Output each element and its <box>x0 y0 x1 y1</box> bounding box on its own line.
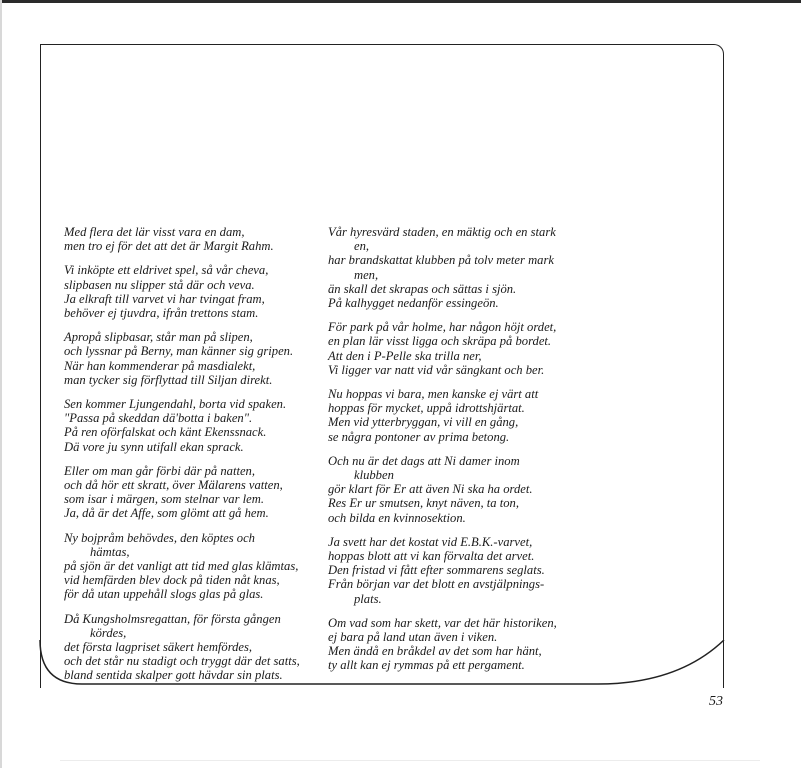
top-edge-rule <box>0 0 801 3</box>
poem-line: Vår hyresvärd staden, en mäktig och en stark <box>328 225 556 239</box>
poem-line: och det står nu stadigt och tryggt där det satts, <box>64 654 300 669</box>
poem-line: På ren oförfalskat och känt Ekenssnack. <box>64 425 267 440</box>
poem-line: det första lagpriset säkert hemfördes, <box>64 640 253 655</box>
poem-line: en plan lär visst ligga och skräpa på bordet. <box>328 334 552 349</box>
poem-line: Och nu är det dags att Ni damer inom <box>328 453 520 468</box>
page-left-edge <box>0 0 2 768</box>
poem-line: Från början var det blott en avstjälpnings- <box>328 577 545 592</box>
poem-line: Nu hoppas vi bara, men kanske ej värt att <box>328 387 539 402</box>
poem-line: Med flera det lär visst vara en dam, <box>64 225 245 239</box>
poem-line: bland sentida skalper gott hävdar sin plats. <box>64 668 283 683</box>
poem-line: Men ändå en bråkdel av det som har hänt, <box>328 644 542 659</box>
poem-line: Då Kungsholmsregattan, för första gången <box>64 611 281 626</box>
poem-line: På kalhygget nedanför essingeön. <box>328 296 499 311</box>
poem-line: Apropå slipbasar, står man på slipen, <box>64 330 253 345</box>
poem-line: Vi ligger var natt vid vår sängkant och ber. <box>328 362 545 377</box>
poem-line: När han kommenderar på masdialekt, <box>64 358 256 373</box>
stanza <box>328 454 590 525</box>
poem-line: Att den i P-Pelle ska trilla ner, <box>328 348 482 363</box>
poem-line: och då hör ett skratt, över Mälarens vatten, <box>64 478 283 493</box>
poem-line: Ja, då är det Affe, som glömt att gå hem. <box>64 506 269 521</box>
poem-line: Om vad som har skett, var det här historiken, <box>328 615 557 630</box>
poem-line: vid hemfärden blev dock på tiden nåt knas, <box>64 573 280 588</box>
page-number: 53 <box>709 694 723 709</box>
poem-line: "Passa på skeddan dä'botta i baken". <box>64 411 253 426</box>
poem-line: se några pontoner av prima betong. <box>328 429 510 444</box>
stanza <box>328 320 590 377</box>
poem-line: hoppas för mycket, uppå idrottshjärtat. <box>328 401 525 416</box>
poem-line: ty allt kan ej rymmas på ett pergament. <box>328 658 525 673</box>
stanza <box>328 535 590 606</box>
poem-line: Men vid ytterbryggan, vi vill en gång, <box>328 415 519 430</box>
stanza <box>64 263 319 320</box>
poem-line: Ja svett har det kostat vid E.B.K.-varvet, <box>328 534 533 549</box>
poem-line: en, <box>354 239 370 254</box>
poem-line: har brandskattat klubben på tolv meter mark <box>328 253 554 268</box>
poem-line: Dä vore ju synn utifall ekan sprack. <box>64 439 244 454</box>
poem-line: för då utan uppehåll slogs glas på glas. <box>64 587 264 602</box>
poem-line: på sjön är det vanligt att tid med glas klämtas, <box>64 559 299 574</box>
stanza <box>64 397 319 454</box>
stanza <box>64 225 319 253</box>
poem-line: ej bara på land utan även i viken. <box>328 630 498 645</box>
stanza <box>64 612 319 683</box>
stanza <box>64 330 319 387</box>
poem-line: klubben <box>354 468 394 483</box>
poem-line: kördes, <box>90 625 127 640</box>
poem-column-left <box>64 225 319 693</box>
poem-line: behöver ej tjuvdra, ifrån trettons stam. <box>64 306 259 321</box>
poem-line: man tycker sig förflyttad till Siljan direkt. <box>64 372 273 387</box>
poem-line: Ny bojpråm behövdes, den köptes och <box>64 530 255 545</box>
poem-line: och lyssnar på Berny, man känner sig gripen. <box>64 344 294 359</box>
poem-line: som isar i märgen, som stelnar var lem. <box>64 492 264 507</box>
stanza <box>328 225 590 310</box>
poem-line: Den fristad vi fått efter sommarens seglats. <box>328 563 545 578</box>
stanza <box>64 531 319 602</box>
poem-line: Vi inköpte ett eldrivet spel, så vår cheva, <box>64 263 269 278</box>
poem-line: Sen kommer Ljungendahl, borta vid spaken. <box>64 397 287 412</box>
poem-line: Res Er ur smutsen, knyt näven, ta ton, <box>328 496 519 511</box>
poem-line: men tro ej för det att det är Margit Rahm. <box>64 239 274 254</box>
poem-line: men, <box>354 267 379 282</box>
poem-line: hoppas blott att vi kan förvalta det arvet. <box>328 549 535 564</box>
poem-line: än skall det skrapas och sättas i sjön. <box>328 281 517 296</box>
stanza <box>328 616 590 673</box>
poem-line: Ja elkraft till varvet vi har tvingat fram, <box>64 291 265 306</box>
stanza <box>328 387 590 444</box>
poem-line: och bilda en kvinnosektion. <box>328 510 466 525</box>
stanza <box>64 464 319 521</box>
poem-column-right <box>328 225 590 683</box>
poem-line: Eller om man går förbi där på natten, <box>64 463 256 478</box>
poem-line: gör klart för Er att även Ni ska ha ordet. <box>328 482 533 497</box>
poem-line: plats. <box>354 591 382 606</box>
scan-edge <box>60 760 760 761</box>
poem-line: För park på vår holme, har någon höjt ordet, <box>328 320 557 335</box>
poem-line: hämtas, <box>90 544 130 559</box>
poem-line: slipbasen nu slipper stå där och veva. <box>64 277 255 292</box>
